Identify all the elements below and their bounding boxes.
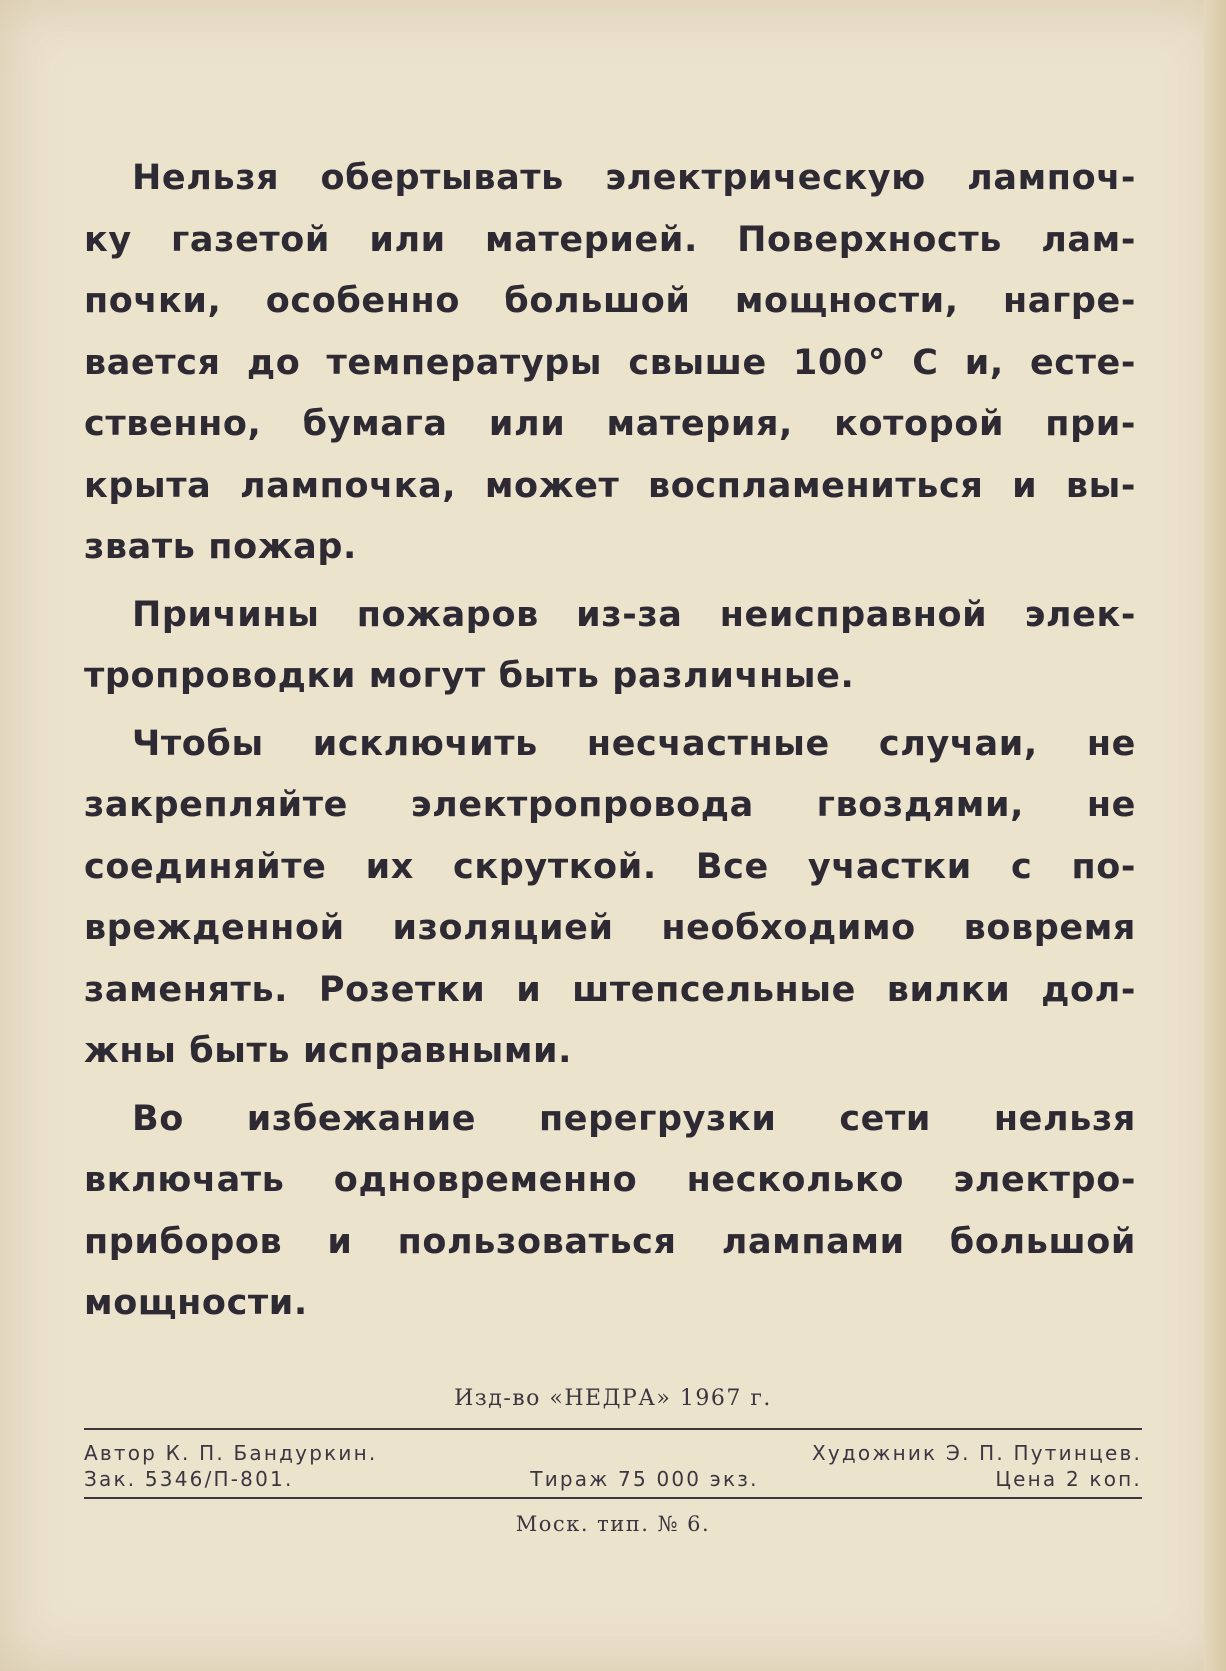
printer-line: Моск. тип. № 6. xyxy=(515,1512,711,1536)
divider-bottom xyxy=(84,1497,1142,1499)
credits-row-1 xyxy=(84,1440,1142,1466)
paragraph-1 xyxy=(84,148,1136,579)
paragraph-4 xyxy=(84,1089,1136,1335)
author-credit: Автор К. П. Бандуркин. xyxy=(84,1441,378,1465)
text-line: ку газетой или материей. Поверхность лам- xyxy=(84,219,1136,260)
paper-edge xyxy=(1204,0,1226,1671)
artist-credit: Художник Э. П. Путинцев. xyxy=(811,1441,1142,1465)
text-line: заменять. Розетки и штепсельные вилки дол- xyxy=(84,969,1136,1010)
text-line: жны быть исправными. xyxy=(84,1031,573,1071)
order-number: Зак. 5346/П-801. xyxy=(84,1467,294,1491)
text-line: вается до температуры свыше 100° С и, есте- xyxy=(84,342,1136,383)
price: Цена 2 коп. xyxy=(995,1467,1142,1491)
divider-top xyxy=(84,1428,1142,1430)
credits-block xyxy=(84,1440,1142,1492)
text-line: Чтобы исключить несчастные случаи, не xyxy=(132,723,1136,764)
credits-row-2 xyxy=(84,1466,1142,1492)
text-line: включать одновременно несколько электро- xyxy=(84,1160,1136,1200)
text-line: мощности. xyxy=(84,1283,308,1323)
text-line: тропроводки могут быть различные. xyxy=(84,656,855,696)
text-line: закрепляйте электропровода гвоздями, не xyxy=(84,785,1136,825)
text-line: Причины пожаров из-за неисправной элек- xyxy=(132,594,1136,635)
text-line: приборов и пользоваться лампами большой xyxy=(84,1221,1136,1262)
paragraph-3 xyxy=(84,714,1136,1083)
text-line: соединяйте их скруткой. Все участки с по- xyxy=(84,846,1136,887)
paragraph-2 xyxy=(84,585,1136,708)
publisher-imprint: Изд-во «НЕДРА» 1967 г. xyxy=(454,1386,772,1411)
text-line: врежденной изоляцией необходимо вовремя xyxy=(84,908,1136,948)
text-line: ственно, бумага или материя, которой при- xyxy=(84,404,1136,444)
text-line: Нельзя обертывать электрическую лампоч- xyxy=(132,158,1136,198)
text-line: почки, особенно большой мощности, нагре- xyxy=(84,281,1136,321)
text-line: звать пожар. xyxy=(84,527,357,567)
body-text xyxy=(84,148,1136,1341)
text-line: крыта лампочка, может воспламениться и вы- xyxy=(84,465,1136,506)
text-line: Во избежание перегрузки сети нельзя xyxy=(132,1098,1136,1139)
print-run: Тираж 75 000 экз. xyxy=(530,1467,759,1491)
